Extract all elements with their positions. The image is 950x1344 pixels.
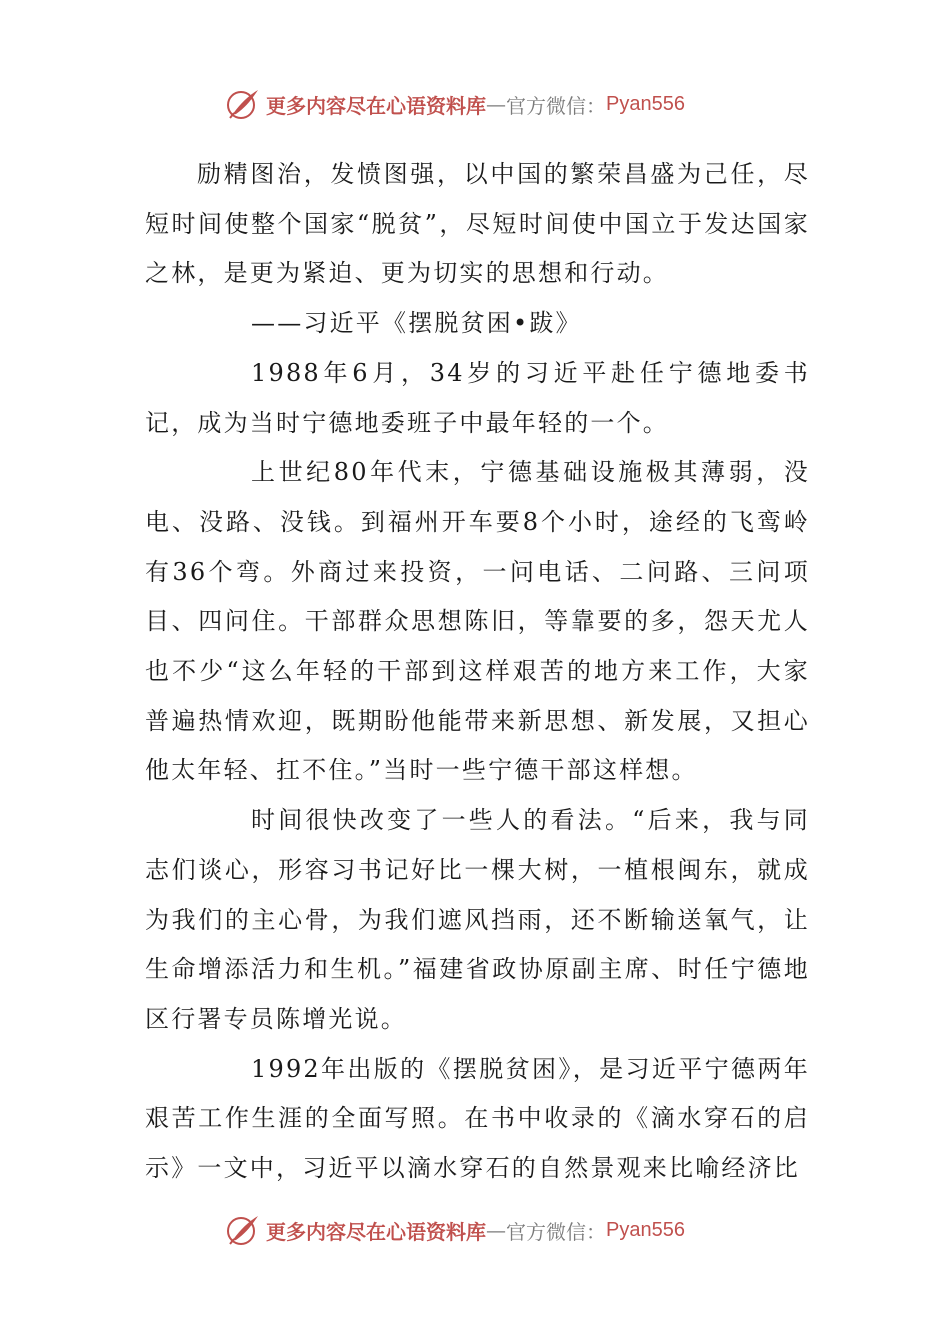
paragraph-4: 1992年出版的《摆脱贫困》，是习近平宁德两年艰苦工作生涯的全面写照。在书中收录的《滴水穿石的启示》一文中，习近平以滴水穿石的自然景观来比喻经济比 (145, 1054, 810, 1183)
banner-dash: — (486, 1218, 506, 1242)
document-body (145, 150, 810, 1194)
banner-dash: — (486, 92, 506, 116)
quote-paragraph: 励精图治，发愤图强，以中国的繁荣昌盛为己任，尽短时间使整个国家“脱贫”，尽短时间使中国立于发达国家之林，是更为紧迫、更为切实的思想和行动。 (145, 160, 810, 288)
paragraph-3: 时间很快改变了一些人的看法。“后来，我与同志们谈心，形容习书记好比一棵大树，一植根闽东，就成为我们的主心骨，为我们遮风挡雨，还不断输送氧气，让生命增添活力和生机。”福建省政协原副主席、时任宁德地区行署专员陈增光说。 (145, 806, 810, 1033)
banner-wechat-label: 官方微信： (506, 93, 606, 118)
quill-pen-icon (226, 1213, 260, 1247)
banner-wechat-id: Pyan556 (606, 1218, 685, 1241)
banner-main-text: 更多内容尽在心语资料库 (266, 93, 486, 118)
paragraph-1: 1988年6月，34岁的习近平赴任宁德地委书记，成为当时宁德地委班子中最年轻的一个。 (145, 358, 810, 437)
banner-wechat-id: Pyan556 (606, 92, 685, 115)
banner-main-text: 更多内容尽在心语资料库 (266, 1219, 486, 1244)
header-banner (226, 86, 746, 122)
quill-pen-icon (226, 87, 260, 121)
quote-attribution: ——习近平《摆脱贫困•跋》 (251, 309, 582, 338)
paragraph-2: 上世纪80年代末，宁德基础设施极其薄弱，没电、没路、没钱。到福州开车要8个小时，途经的飞鸾岭有36个弯。外商过来投资，一问电话、二问路、三问项目、四问住。干部群众思想陈旧，等靠要的多，怨天尤人也不少“这么年轻的干部到这样艰苦的地方来工作，大家普遍热情欢迎，既期盼他能带来新思想、新发展，又担心他太年轻、扛不住。”当时一些宁德干部这样想。 (145, 458, 810, 785)
footer-banner (226, 1212, 746, 1248)
banner-wechat-label: 官方微信： (506, 1219, 606, 1244)
